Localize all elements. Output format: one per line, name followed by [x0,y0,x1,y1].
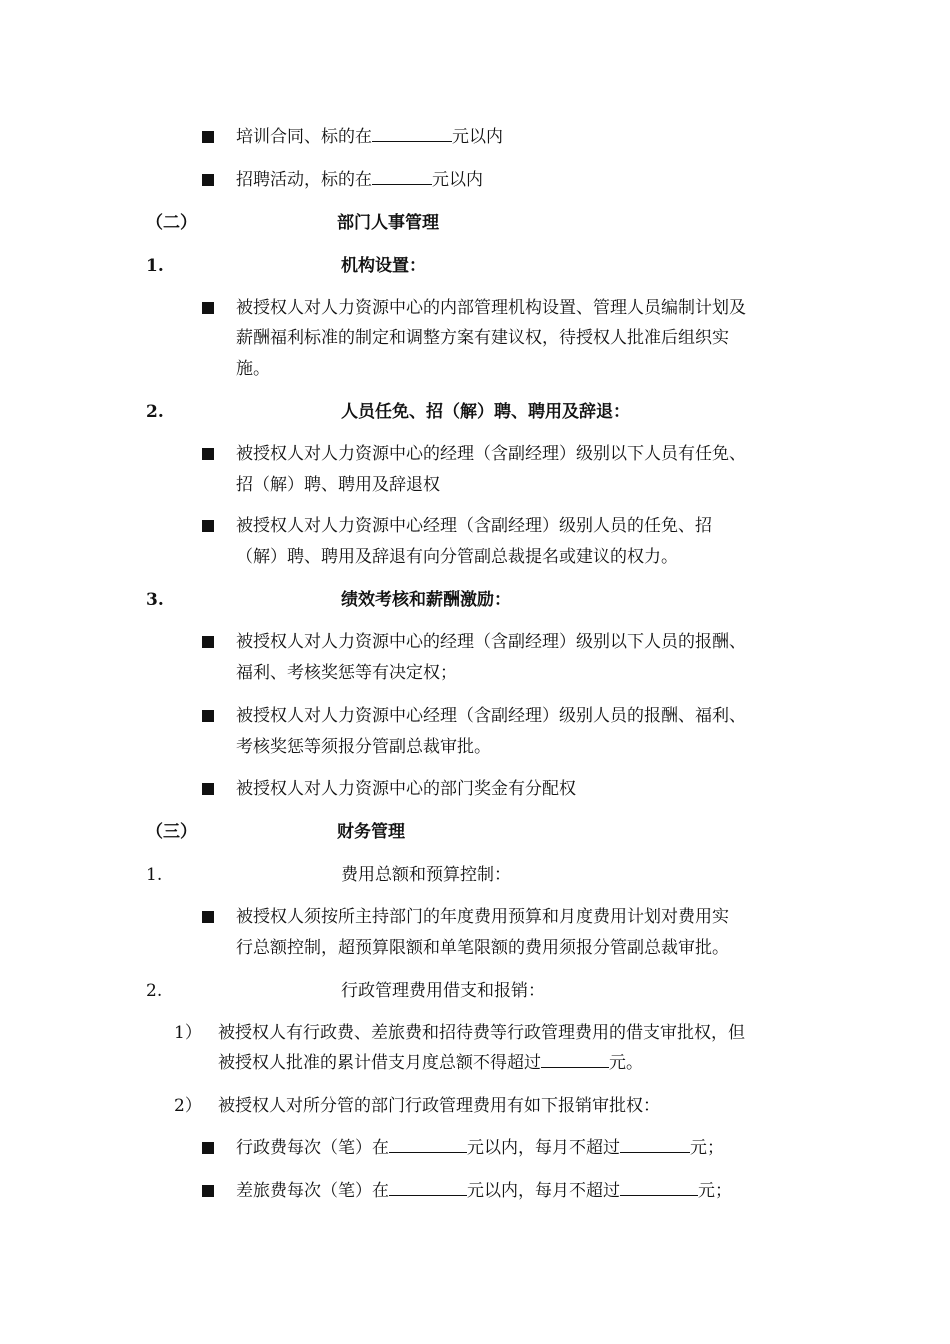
section-number: （二） [146,213,197,233]
paragraph-line: 考核奖惩等须报分管副总裁审批。 [236,737,491,757]
paragraph-line: 被授权人对人力资源中心的内部管理机构设置、管理人员编制计划及 [236,298,746,318]
paragraph-line: （解）聘、聘用及辞退有向分管副总裁提名或建议的权力。 [236,547,678,567]
paragraph-line: 行总额控制，超预算限额和单笔限额的费用须报分管副总裁审批。 [236,938,729,958]
bullet-icon [202,448,214,460]
bullet-icon [202,131,214,143]
paragraph-line: 被授权人对人力资源中心的经理（含副经理）级别以下人员的报酬、 [236,632,746,652]
section-title: 部门人事管理 [337,213,439,233]
paragraph-line: 被授权人对人力资源中心经理（含副经理）级别人员的报酬、福利、 [236,706,746,726]
blank-field [389,1177,467,1196]
paragraph-line: 被授权人须按所主持部门的年度费用预算和月度费用计划对费用实 [236,907,729,927]
blank-field [620,1177,698,1196]
paragraph-line: 被授权人批准的累计借支月度总额不得超过 元。 [218,1047,643,1079]
paragraph-line: 福利、考核奖惩等有决定权； [236,663,457,683]
subsection-number: 2. [146,981,163,1001]
bullet-icon [202,1185,214,1197]
blank-field [389,1134,467,1153]
subsection-title: 绩效考核和薪酬激励： [341,590,511,610]
blank-field [541,1049,609,1068]
paragraph-line: 薪酬福利标准的制定和调整方案有建议权，待授权人批准后组织实 [236,328,729,348]
paragraph-line: 被授权人对所分管的部门行政管理费用有如下报销审批权： [218,1096,660,1116]
paragraph-line: 被授权人对人力资源中心的经理（含副经理）级别以下人员有任免、 [236,444,746,464]
section-number: （三） [146,822,197,842]
subsection-number: 2. [146,402,164,422]
item-number: 2） [174,1096,202,1116]
bullet-icon [202,710,214,722]
bullet-icon [202,520,214,532]
bullet-icon [202,783,214,795]
paragraph-line: 被授权人对人力资源中心的部门奖金有分配权 [236,779,576,799]
subsection-number: 3. [146,590,164,610]
bullet-icon [202,1142,214,1154]
blank-field [620,1134,690,1153]
subsection-title: 费用总额和预算控制： [341,865,511,885]
section-title: 财务管理 [337,822,405,842]
fee-bullet-travel: 差旅费每次（笔）在 元以内，每月不超过 元； [236,1175,732,1207]
blank-field [372,166,432,185]
subsection-number: 1. [146,256,164,276]
subsection-number: 1. [146,865,163,885]
fee-bullet-admin: 行政费每次（笔）在 元以内，每月不超过 元； [236,1132,724,1164]
bullet-icon [202,636,214,648]
paragraph-line: 施。 [236,359,270,379]
subsection-title: 机构设置： [341,256,426,276]
paragraph-line: 被授权人有行政费、差旅费和招待费等行政管理费用的借支审批权，但 [218,1023,745,1043]
bullet-icon [202,302,214,314]
paragraph-line: 招（解）聘、聘用及辞退权 [236,475,440,495]
item-number: 1） [174,1023,202,1043]
blank-field [372,123,452,142]
bullet-icon [202,911,214,923]
bullet-recruitment: 招聘活动，标的在 元以内 [236,164,483,196]
paragraph-line: 被授权人对人力资源中心经理（含副经理）级别人员的任免、招 [236,516,712,536]
subsection-title: 行政管理费用借支和报销： [341,981,545,1001]
bullet-icon [202,174,214,186]
subsection-title: 人员任免、招（解）聘、聘用及辞退： [341,402,630,422]
bullet-training-contract: 培训合同、标的在 元以内 [236,121,503,153]
